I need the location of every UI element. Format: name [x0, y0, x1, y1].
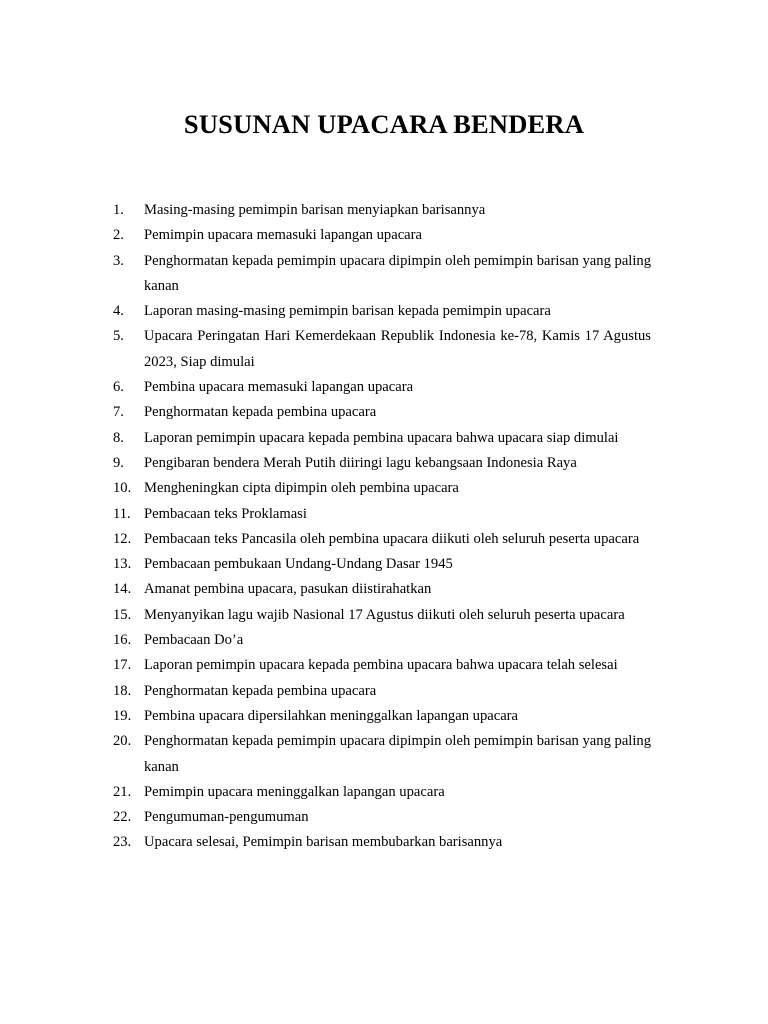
item-number: 21.	[113, 783, 132, 800]
item-number: 17.	[113, 657, 132, 674]
item-number: 13.	[113, 556, 132, 573]
item-number: 2.	[113, 227, 124, 244]
list-item	[113, 805, 651, 830]
item-number: 5.	[113, 328, 124, 345]
list-item	[113, 249, 651, 300]
item-number: 20.	[113, 733, 132, 750]
list-item	[113, 324, 651, 375]
item-number: 23.	[113, 834, 132, 851]
item-text: Pengibaran bendera Merah Putih diiringi lagu kebangsaan Indonesia Raya	[144, 454, 577, 471]
item-text: Pembina upacara dipersilahkan meninggalkan lapangan upacara	[144, 707, 519, 724]
item-text: Pemimpin upacara meninggalkan lapangan upacara	[144, 783, 445, 800]
item-text: Penghormatan kepada pembina upacara	[144, 404, 377, 421]
item-number: 19.	[113, 707, 132, 724]
item-text: Pembacaan teks Proklamasi	[144, 505, 307, 522]
list-item	[113, 476, 651, 501]
item-number: 16.	[113, 632, 132, 649]
item-text: Pengumuman-pengumuman	[144, 809, 309, 826]
item-text: Penghormatan kepada pembina upacara	[144, 682, 377, 699]
list-item	[113, 830, 651, 855]
list-item	[113, 198, 651, 223]
item-text: Pembina upacara memasuki lapangan upacara	[144, 379, 414, 396]
ceremony-order-list	[113, 198, 651, 856]
list-item	[113, 375, 651, 400]
list-item	[113, 780, 651, 805]
list-item	[113, 552, 651, 577]
list-item	[113, 400, 651, 425]
list-item	[113, 603, 651, 628]
list-item	[113, 299, 651, 324]
item-number: 1.	[113, 202, 124, 218]
list-item	[113, 679, 651, 704]
item-text: Penghormatan kepada pemimpin upacara dipimpin oleh pemimpin barisan yang paling kanan	[144, 733, 651, 775]
item-number: 3.	[113, 252, 124, 269]
item-text: Masing-masing pemimpin barisan menyiapkan barisannya	[144, 202, 486, 218]
list-item	[113, 628, 651, 653]
item-number: 9.	[113, 454, 124, 471]
item-text: Pembacaan pembukaan Undang-Undang Dasar 1945	[144, 556, 453, 573]
list-item	[113, 502, 651, 527]
document-title: SUSUNAN UPACARA BENDERA	[183, 109, 585, 139]
list-item	[113, 223, 651, 248]
list-item	[113, 653, 651, 678]
item-number: 12.	[113, 530, 132, 547]
item-number: 4.	[113, 303, 124, 320]
list-item	[113, 704, 651, 729]
item-text: Laporan pemimpin upacara kepada pembina upacara bahwa upacara siap dimulai	[144, 429, 619, 446]
item-text: Pemimpin upacara memasuki lapangan upacara	[144, 227, 422, 244]
item-text: Upacara Peringatan Hari Kemerdekaan Republik Indonesia ke-78, Kamis 17 Agustus 2023, Siap dimulai	[144, 328, 651, 370]
item-number: 7.	[113, 404, 124, 421]
item-text: Upacara selesai, Pemimpin barisan membubarkan barisannya	[144, 834, 503, 851]
item-number: 10.	[113, 480, 132, 497]
list-item	[113, 426, 651, 451]
item-number: 14.	[113, 581, 132, 598]
item-text: Laporan masing-masing pemimpin barisan kepada pemimpin upacara	[144, 303, 551, 320]
list-item	[113, 729, 651, 780]
item-number: 15.	[113, 606, 132, 623]
item-text: Penghormatan kepada pemimpin upacara dipimpin oleh pemimpin barisan yang paling kanan	[144, 252, 651, 294]
item-number: 6.	[113, 379, 124, 396]
item-number: 11.	[113, 505, 131, 522]
item-text: Pembacaan teks Pancasila oleh pembina upacara diikuti oleh seluruh peserta upacara	[144, 530, 640, 547]
list-item	[113, 451, 651, 476]
item-number: 8.	[113, 429, 124, 446]
item-text: Amanat pembina upacara, pasukan diistirahatkan	[144, 581, 432, 598]
list-item	[113, 527, 651, 552]
list-item	[113, 577, 651, 602]
item-text: Mengheningkan cipta dipimpin oleh pembina upacara	[144, 480, 459, 497]
item-number: 18.	[113, 682, 132, 699]
item-text: Pembacaan Do’a	[144, 632, 244, 649]
item-number: 22.	[113, 809, 132, 826]
item-text: Laporan pemimpin upacara kepada pembina upacara bahwa upacara telah selesai	[144, 657, 618, 674]
item-text: Menyanyikan lagu wajib Nasional 17 Agustus diikuti oleh seluruh peserta upacara	[144, 606, 625, 623]
